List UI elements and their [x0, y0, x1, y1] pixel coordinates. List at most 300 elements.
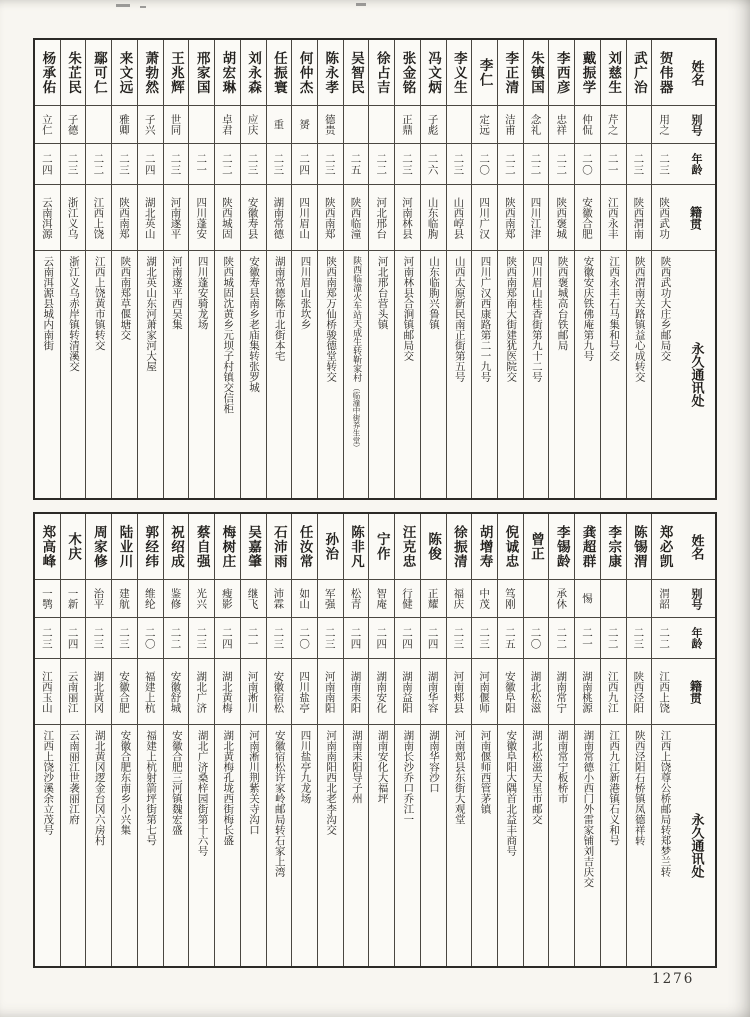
entry-origin: 陕西渭南: [627, 185, 652, 251]
entry-origin: 湖南安化: [369, 659, 394, 725]
entry-origin: 浙江义乌: [61, 185, 86, 251]
entry-address-main: 河南郏县东街大观堂: [453, 730, 466, 825]
entry-name: 任振寰: [267, 40, 292, 106]
entry-origin: 湖南桃源: [575, 659, 600, 725]
entry-alias: 用之: [652, 106, 677, 144]
entry-alias: 继飞: [241, 580, 266, 618]
entry-address: [61, 251, 86, 498]
entry-address-main: 湖南常德小西门外雷家铺刘吉庆交: [582, 730, 595, 888]
entry-address-main: 陕西城固沈黄乡元坝子村镇交信柜: [222, 256, 235, 414]
entry-name: 朱镇国: [524, 40, 549, 106]
entry-address-main: 四川眉山桂香街第九十二号: [530, 256, 543, 382]
entry-age: 二一: [601, 144, 626, 185]
entry-column: [343, 40, 369, 498]
entry-address-note: （临潼中街养生堂）: [351, 384, 361, 452]
entry-alias: 智庵: [369, 580, 394, 618]
entry-origin: 安徽合肥: [575, 185, 600, 251]
entry-age: 二三: [86, 618, 111, 659]
entry-address-main: 河南遂平西吴集: [170, 256, 183, 330]
entry-address: [292, 251, 317, 498]
header-column: [677, 514, 715, 966]
entry-address-main: 江西上饶沙溪余立茂号: [42, 730, 55, 835]
entry-age: 二二: [164, 618, 189, 659]
entry-column: [420, 40, 446, 498]
entry-address-main: 江西永丰石马集和号交: [608, 256, 621, 361]
entry-column: [163, 514, 189, 966]
entry-column: [291, 40, 317, 498]
entry-origin: 湖北英山: [138, 185, 163, 251]
entry-name: 戴振学: [575, 40, 600, 106]
entry-column: [651, 40, 677, 498]
entry-name: 何仲杰: [292, 40, 317, 106]
entry-alias: 卓君: [215, 106, 240, 144]
entry-address: [627, 725, 652, 966]
entry-column: [188, 514, 214, 966]
entry-alias: 瘦影: [215, 580, 240, 618]
entry-name: 倪诚忠: [498, 514, 523, 580]
entry-address: [35, 725, 60, 966]
entry-name: 李义生: [447, 40, 472, 106]
header-name: 姓名: [677, 514, 715, 580]
entry-age: 二四: [61, 618, 86, 659]
entry-address: [472, 251, 497, 498]
entry-origin: 陕西褒城: [549, 185, 574, 251]
entry-column: [266, 514, 292, 966]
entry-name: 李正清: [498, 40, 523, 106]
entry-address-main: 陕西武功大庄乡邮局交: [659, 256, 672, 361]
entry-address: [601, 725, 626, 966]
entry-column: [188, 40, 214, 498]
entry-origin: 云南丽江: [61, 659, 86, 725]
entry-address: [164, 725, 189, 966]
entry-name: 贺伟器: [652, 40, 677, 106]
entry-origin: 江西上饶: [86, 185, 111, 251]
entry-name: 陈锡渭: [627, 514, 652, 580]
entry-column: [497, 514, 523, 966]
entry-name: 武广治: [627, 40, 652, 106]
entry-origin: 四川江津: [524, 185, 549, 251]
entry-age: 二四: [395, 618, 420, 659]
entry-name: 杨承佑: [35, 40, 60, 106]
entry-alias: [627, 580, 652, 618]
entry-address: [344, 725, 369, 966]
entry-address: [498, 251, 523, 498]
entry-alias: 光兴: [189, 580, 214, 618]
entry-origin: 湖南常德: [267, 185, 292, 251]
entry-alias: 维纶: [138, 580, 163, 618]
entry-column: [497, 40, 523, 498]
entry-alias: 如山: [292, 580, 317, 618]
entry-address: [112, 251, 137, 498]
entry-age: 二三: [112, 618, 137, 659]
entry-address-main: 陕西南郑万仙桥骏德堂转交: [325, 256, 338, 382]
entry-address: [421, 725, 446, 966]
entry-address: [241, 251, 266, 498]
entry-name: 张金铭: [395, 40, 420, 106]
entry-name: 刘永森: [241, 40, 266, 106]
entry-column: [368, 514, 394, 966]
entry-alias: 立仁: [35, 106, 60, 144]
entry-origin: 江西永丰: [601, 185, 626, 251]
entry-address: [652, 251, 677, 498]
scan-artifact: [116, 4, 130, 7]
entry-alias: 芹之: [601, 106, 626, 144]
entry-name: 陆业川: [112, 514, 137, 580]
entry-name: 吴嘉肇: [241, 514, 266, 580]
entry-origin: 安徽舒城: [164, 659, 189, 725]
entry-alias: [601, 580, 626, 618]
entry-name: 陈俊: [421, 514, 446, 580]
entry-address: [472, 725, 497, 966]
entry-age: 二一: [189, 144, 214, 185]
scan-artifact: [140, 6, 146, 8]
entry-age: 二二: [601, 618, 626, 659]
entry-column: [163, 40, 189, 498]
entry-alias: 定远: [472, 106, 497, 144]
entry-address-main: 云南洱源县城内南街: [42, 256, 55, 351]
entry-address-main: 湖南常德陈市北街本宅: [273, 256, 286, 361]
entry-alias: 世同: [164, 106, 189, 144]
header-age: 年龄: [677, 144, 715, 185]
entry-address-main: 湖北英山东河萧家河大屋: [145, 256, 158, 372]
header-age: 年龄: [677, 618, 715, 659]
entry-alias: 正耀: [421, 580, 446, 618]
entry-address: [395, 725, 420, 966]
entry-age: 二四: [369, 618, 394, 659]
entry-alias: 赟: [292, 106, 317, 144]
entry-age: 二四: [421, 618, 446, 659]
entry-address-main: 安徽合肥三河镇魏宏盛: [170, 730, 183, 835]
entry-address: [369, 725, 394, 966]
entry-age: 二二: [549, 144, 574, 185]
entry-address: [575, 251, 600, 498]
entry-alias: 治平: [86, 580, 111, 618]
entry-column: [471, 40, 497, 498]
entry-age: 二三: [447, 144, 472, 185]
entry-column: [137, 40, 163, 498]
entry-age: 二三: [267, 144, 292, 185]
entry-name: 王兆辉: [164, 40, 189, 106]
header-origin: 籍贯: [677, 185, 715, 251]
entry-address-main: 湖北广济桑梓园街第十六号: [196, 730, 209, 856]
entry-age: 二三: [35, 618, 60, 659]
entry-address-main: 河南淅川荆紫关寺沟口: [248, 730, 261, 835]
entry-name: 石沛雨: [267, 514, 292, 580]
entry-age: 二三: [627, 618, 652, 659]
entry-age: 二三: [112, 144, 137, 185]
entry-age: 二五: [498, 618, 523, 659]
entry-name: 蔡自强: [189, 514, 214, 580]
entry-column: [548, 40, 574, 498]
entry-address-main: 河南南阳西北老李沟交: [325, 730, 338, 835]
entry-address: [652, 725, 677, 966]
entry-origin: 湖南常宁: [549, 659, 574, 725]
entry-alias: [189, 106, 214, 144]
entry-name: 郭经纬: [138, 514, 163, 580]
entry-origin: 陕西南郑: [112, 185, 137, 251]
entry-name: 郑高峰: [35, 514, 60, 580]
entry-address: [189, 251, 214, 498]
entry-address-main: 湖南安化大福坪: [376, 730, 389, 804]
entry-name: 来文远: [112, 40, 137, 106]
entry-origin: 河南林县: [395, 185, 420, 251]
entry-address-main: 福建上杭射箭坪街第七号: [145, 730, 158, 846]
entry-alias: 行健: [395, 580, 420, 618]
entry-address: [267, 725, 292, 966]
entry-column: [214, 514, 240, 966]
entry-age: 二六: [421, 144, 446, 185]
entry-column: [600, 514, 626, 966]
entry-address: [86, 251, 111, 498]
entry-column: [626, 514, 652, 966]
entry-address: [447, 725, 472, 966]
entry-address: [344, 251, 369, 498]
entry-address-main: 湖北黄梅孔垅西街梅长盛: [222, 730, 235, 846]
entry-column: [111, 40, 137, 498]
entry-origin: 陕西泾阳: [627, 659, 652, 725]
entry-column: [60, 40, 86, 498]
entry-column: [574, 40, 600, 498]
entry-column: [471, 514, 497, 966]
entry-name: 祝绍成: [164, 514, 189, 580]
entry-address: [549, 725, 574, 966]
entry-origin: 江西九江: [601, 659, 626, 725]
entry-name: 李锡龄: [549, 514, 574, 580]
entry-age: 二五: [344, 144, 369, 185]
entry-address-main: 湖北松滋天星市邮交: [530, 730, 543, 825]
entry-name: 陈非凡: [344, 514, 369, 580]
entry-address: [447, 251, 472, 498]
entry-alias: 仲侃: [575, 106, 600, 144]
entry-column: [626, 40, 652, 498]
entry-column: [317, 514, 343, 966]
entry-address: [138, 725, 163, 966]
entry-origin: 湖北松滋: [524, 659, 549, 725]
entry-age: 二三: [318, 618, 343, 659]
entry-origin: 四川广汉: [472, 185, 497, 251]
entry-address: [112, 725, 137, 966]
entry-column: [291, 514, 317, 966]
entry-origin: 湖南益阳: [395, 659, 420, 725]
entry-origin: 四川盐亭: [292, 659, 317, 725]
entry-age: 二二: [369, 144, 394, 185]
entry-origin: 湖南华容: [421, 659, 446, 725]
entry-address-main: 湖南长沙乔口乔江一: [402, 730, 415, 825]
header-alias: 别号: [677, 580, 715, 618]
entry-age: 二三: [189, 618, 214, 659]
entry-age: 二二: [86, 144, 111, 185]
entry-age: 二一: [241, 618, 266, 659]
entry-address-main: 河北邢台营头镇: [376, 256, 389, 330]
entry-address-main: 江西上饶黄市镇转交: [93, 256, 106, 351]
entry-origin: 陕西南郑: [498, 185, 523, 251]
entry-name: 朱芷民: [61, 40, 86, 106]
entry-alias: 沛霖: [267, 580, 292, 618]
entry-address-main: 陕西南郑南大街建犹医院交: [505, 256, 518, 382]
entry-name: 宁作: [369, 514, 394, 580]
entry-age: 二四: [292, 144, 317, 185]
entry-age: 二二: [498, 144, 523, 185]
entry-origin: 四川眉山: [292, 185, 317, 251]
entry-origin: 安徽阜阳: [498, 659, 523, 725]
entry-age: 二〇: [575, 144, 600, 185]
entry-name: 周家修: [86, 514, 111, 580]
entry-address: [318, 725, 343, 966]
entry-name: 吴智民: [344, 40, 369, 106]
entry-alias: 中茂: [472, 580, 497, 618]
entry-address-main: 四川广汉西康路第二一九号: [479, 256, 492, 382]
entry-origin: 湖北黄冈: [86, 659, 111, 725]
entry-age: 二四: [344, 618, 369, 659]
entry-column: [600, 40, 626, 498]
entry-origin: 江西上饶: [652, 659, 677, 725]
entry-age: 二三: [395, 144, 420, 185]
entry-alias: 子德: [61, 106, 86, 144]
entry-address-main: 陕西渭南关路镇益心成转交: [633, 256, 646, 382]
entry-address: [318, 251, 343, 498]
entry-address: [61, 725, 86, 966]
entry-alias: 建航: [112, 580, 137, 618]
entry-name: 孙治: [318, 514, 343, 580]
entry-origin: 湖北广济: [189, 659, 214, 725]
entry-name: 汪克忠: [395, 514, 420, 580]
entry-column: [548, 514, 574, 966]
entry-age: 二三: [61, 144, 86, 185]
entry-name: 邢家国: [189, 40, 214, 106]
entry-address: [395, 251, 420, 498]
entry-name: 任汝常: [292, 514, 317, 580]
entry-age: 二三: [318, 144, 343, 185]
entry-age: 二四: [138, 144, 163, 185]
entry-alias: 一鹗: [35, 580, 60, 618]
entry-address-main: 山西太原新民南正街第五号: [453, 256, 466, 382]
entry-address-main: 江西九江新港镇石义和号: [608, 730, 621, 846]
entry-origin: 山西崞县: [447, 185, 472, 251]
entry-alias: [344, 106, 369, 144]
entry-alias: 雅卿: [112, 106, 137, 144]
entry-age: 二三: [241, 144, 266, 185]
header-origin: 籍贯: [677, 659, 715, 725]
entry-age: 二二: [652, 618, 677, 659]
entry-age: 二一: [575, 618, 600, 659]
entry-alias: 德贵: [318, 106, 343, 144]
entry-alias: [447, 106, 472, 144]
entry-column: [85, 40, 111, 498]
entry-alias: 渭韶: [652, 580, 677, 618]
entry-column: [240, 514, 266, 966]
entry-address-main: 安徽安庆铁佛庵第九号: [582, 256, 595, 361]
entry-alias: 应庆: [241, 106, 266, 144]
entry-age: 二三: [267, 618, 292, 659]
entry-age: 二二: [549, 618, 574, 659]
entry-alias: 子兴: [138, 106, 163, 144]
entry-column: [137, 514, 163, 966]
entry-address: [86, 725, 111, 966]
entry-age: 二二: [215, 144, 240, 185]
entry-alias: [627, 106, 652, 144]
entry-origin: 云南洱源: [35, 185, 60, 251]
entry-column: [317, 40, 343, 498]
entry-column: [651, 514, 677, 966]
entry-column: [446, 40, 472, 498]
entry-alias: 福庆: [447, 580, 472, 618]
entry-address: [524, 725, 549, 966]
entry-column: [420, 514, 446, 966]
entry-name: 萧勃然: [138, 40, 163, 106]
entry-address-main: 安徽宿松许家岭邮局转石家上湾: [273, 730, 286, 877]
entry-address-main: 陕西泾阳石桥镇凤德祥转: [633, 730, 646, 846]
entry-address: [138, 251, 163, 498]
entry-address: [369, 251, 394, 498]
entry-origin: 江西玉山: [35, 659, 60, 725]
entry-address-main: 云南丽江世袭丽江府: [67, 730, 80, 825]
entry-address-main: 陕西南郑草偃塘交: [119, 256, 132, 340]
entry-alias: 笃刚: [498, 580, 523, 618]
entry-age: 二三: [447, 618, 472, 659]
entry-alias: 重: [267, 106, 292, 144]
entry-origin: 陕西城固: [215, 185, 240, 251]
entry-column: [240, 40, 266, 498]
entry-column: [394, 40, 420, 498]
entry-column: [214, 40, 240, 498]
header-address: 永久通讯处: [688, 342, 704, 407]
header-address: 永久通讯处: [688, 813, 704, 878]
entry-name: 徐振清: [447, 514, 472, 580]
entry-name: 李西彦: [549, 40, 574, 106]
entry-address: [241, 725, 266, 966]
entry-address: [524, 251, 549, 498]
header-column: [677, 40, 715, 498]
entry-address-main: 四川盐亭九龙场: [299, 730, 312, 804]
entry-address-main: 山东临朐兴鲁镇: [428, 256, 441, 330]
entry-origin: 安徽宿松: [267, 659, 292, 725]
entry-column: [523, 514, 549, 966]
entry-address-main: 江西上饶尊公桥邮局转郑梦兰转: [659, 730, 672, 877]
entry-address: [215, 251, 240, 498]
entry-name: 陈永孝: [318, 40, 343, 106]
entry-age: 二〇: [524, 618, 549, 659]
entry-column: [35, 40, 60, 498]
entry-address-main: 安徽合肥东南乡小兴集: [119, 730, 132, 835]
entry-column: [394, 514, 420, 966]
entry-column: [111, 514, 137, 966]
entry-name: 曾正: [524, 514, 549, 580]
entry-name: 刘慈生: [601, 40, 626, 106]
entry-alias: 子彪: [421, 106, 446, 144]
entry-name: 徐占吉: [369, 40, 394, 106]
entry-origin: 四川蓬安: [189, 185, 214, 251]
entry-address: [35, 251, 60, 498]
entry-address-main: 湖北黄冈逻金台冈六房村: [93, 730, 106, 846]
entry-address-main: 四川眉山张坎乡: [299, 256, 312, 330]
entry-address: [549, 251, 574, 498]
entry-address-main: 陕西临潼火车站天成生转靳家村: [351, 256, 362, 382]
entry-address: [267, 251, 292, 498]
entry-alias: 松青: [344, 580, 369, 618]
entry-age: 二二: [524, 144, 549, 185]
entry-address-main: 四川蓬安骑龙场: [196, 256, 209, 330]
page-number: 1276: [652, 971, 695, 987]
entry-address: [498, 725, 523, 966]
entry-origin: 河北邢台: [369, 185, 394, 251]
entry-column: [85, 514, 111, 966]
entry-age: 二四: [215, 618, 240, 659]
entry-column: [368, 40, 394, 498]
entry-column: [60, 514, 86, 966]
entry-alias: 忠祥: [549, 106, 574, 144]
entry-address-main: 陕西褒城高台铁邮局: [556, 256, 569, 351]
entry-column: [574, 514, 600, 966]
